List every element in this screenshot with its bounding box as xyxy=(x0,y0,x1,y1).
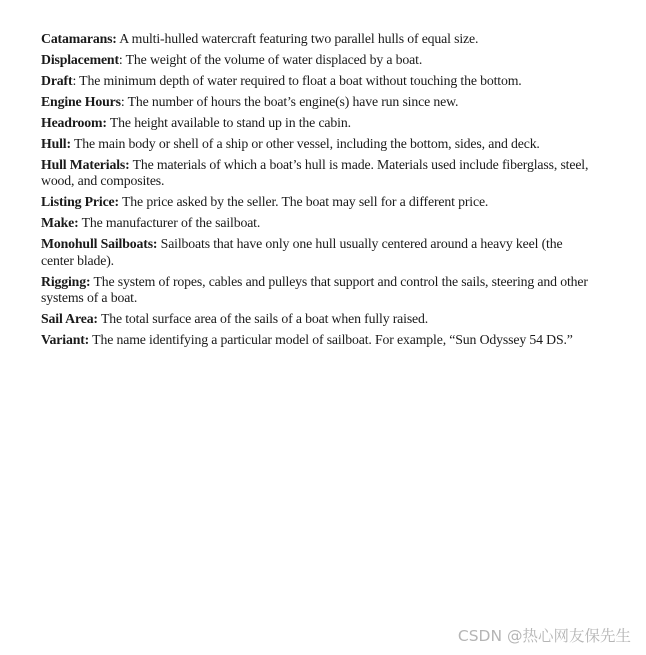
glossary-entry-headroom xyxy=(41,115,597,131)
glossary-term: Draft xyxy=(41,73,73,88)
glossary-entry-make xyxy=(41,215,597,231)
glossary-definition: The materials of which a boat’s hull is made. Materials used include fiberglass, steel, wood, and composites. xyxy=(41,157,589,189)
glossary-definition: The price asked by the seller. The boat may sell for a different price. xyxy=(118,194,489,210)
glossary-entry-listing-price xyxy=(41,194,597,210)
glossary-term: Variant: xyxy=(41,332,90,348)
glossary-entry-sail-area xyxy=(41,311,597,327)
glossary-term: Engine Hours xyxy=(41,94,121,109)
glossary-definition: Sailboats that have only one hull usually centered around a heavy keel (the center blade). xyxy=(41,236,563,268)
glossary-entry-rigging xyxy=(41,274,597,307)
glossary-list xyxy=(41,31,597,353)
glossary-term-colon: : xyxy=(120,94,125,109)
glossary-definition: The number of hours the boat’s engine(s) have run since new. xyxy=(124,94,459,109)
glossary-term-colon: : xyxy=(118,52,123,67)
glossary-entry-displacement xyxy=(41,52,597,68)
glossary-definition: The system of ropes, cables and pulleys that support and control the sails, steering and other systems of a boat. xyxy=(41,273,588,306)
glossary-term: Sail Area: xyxy=(41,311,98,327)
glossary-term: Headroom: xyxy=(41,115,107,130)
glossary-term: Displacement xyxy=(41,52,119,67)
glossary-definition: The name identifying a particular model of sailboat. For example, “Sun Odyssey 54 DS.” xyxy=(89,332,573,348)
glossary-definition: The manufacturer of the sailboat. xyxy=(78,215,261,231)
glossary-entry-draft xyxy=(41,73,597,89)
glossary-term: Rigging: xyxy=(41,273,91,289)
glossary-definition: The weight of the volume of water displaced by a boat. xyxy=(122,52,423,67)
glossary-entry-monohull-sailboats xyxy=(41,236,597,269)
glossary-entry-engine-hours xyxy=(41,94,597,110)
glossary-definition: The total surface area of the sails of a boat when fully raised. xyxy=(97,311,429,327)
glossary-definition: The height available to stand up in the cabin. xyxy=(106,115,351,130)
glossary-definition: The main body or shell of a ship or other vessel, including the bottom, sides, and deck. xyxy=(70,136,540,151)
glossary-term: Make: xyxy=(41,215,79,231)
glossary-definition: The minimum depth of water required to float a boat without touching the bottom. xyxy=(76,73,522,88)
glossary-entry-catamarans xyxy=(41,31,597,47)
glossary-term: Hull Materials: xyxy=(41,157,130,172)
glossary-entry-hull-materials xyxy=(41,157,597,190)
glossary-definition: A multi-hulled watercraft featuring two parallel hulls of equal size. xyxy=(116,31,479,46)
glossary-term: Listing Price: xyxy=(41,194,119,210)
glossary-term: Hull: xyxy=(41,136,71,151)
glossary-term: Monohull Sailboats: xyxy=(41,236,158,252)
glossary-term-colon: : xyxy=(72,73,77,88)
glossary-entry-hull xyxy=(41,136,597,152)
glossary-entry-variant xyxy=(41,332,597,348)
glossary-term: Catamarans: xyxy=(41,31,117,46)
csdn-watermark: CSDN @热心网友保先生 xyxy=(457,627,631,645)
